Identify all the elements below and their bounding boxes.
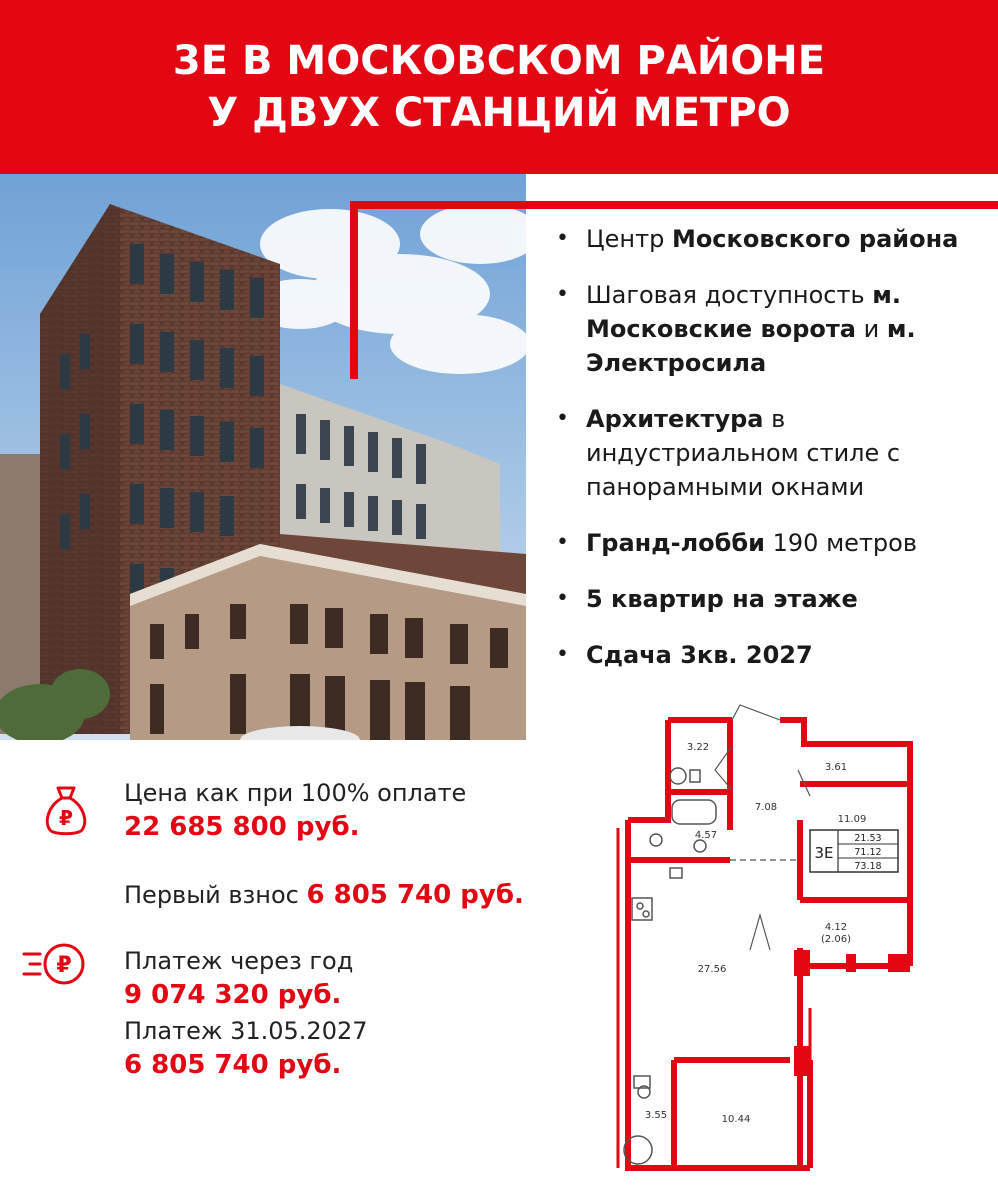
room-living: 27.56 — [697, 964, 727, 975]
feature-item-metro — [552, 278, 992, 380]
feature-item-apartments — [552, 582, 992, 616]
room-hall: 7.08 — [754, 802, 778, 813]
header-title-line-1: 3Е В МОСКОВСКОМ РАЙОНЕ — [172, 38, 826, 84]
header-banner — [0, 0, 998, 174]
feature-item-center — [552, 222, 992, 256]
area-living: 21.53 — [854, 833, 882, 844]
full-payment-label: Цена как при 100% оплате — [124, 779, 467, 807]
room-bedroom: 11.09 — [837, 814, 867, 825]
feature-bold: Гранд-лобби — [586, 529, 765, 557]
first-payment-row — [124, 878, 524, 912]
header-title-line-2: У ДВУХ СТАНЦИЙ МЕТРО — [207, 90, 791, 136]
feature-item-delivery — [552, 638, 992, 672]
room-wc-top: 3.22 — [686, 742, 710, 753]
year-payment-value: 9 074 320 руб. — [124, 980, 342, 1010]
year-payment-label: Платеж через год — [124, 947, 354, 975]
bullet-icon: • — [556, 226, 569, 251]
feature-item-architecture — [552, 402, 992, 504]
feature-text: Центр — [586, 225, 672, 253]
features-list — [552, 222, 992, 694]
first-payment-label: Первый взнос — [124, 881, 307, 909]
feature-bold: Сдача 3кв. 2027 — [586, 641, 813, 669]
svg-text:₽: ₽ — [59, 806, 73, 830]
feature-bold: м. Московские ворота — [586, 281, 901, 343]
apartment-type-label: 3Е — [814, 844, 834, 862]
room-bath: 4.57 — [694, 830, 718, 841]
bullet-icon: • — [556, 586, 569, 611]
floor-plan — [610, 700, 930, 1180]
room-balcony: 4.12 — [824, 922, 848, 933]
feature-text: 190 метров — [765, 529, 917, 557]
money-bag-ruble-icon — [42, 782, 90, 838]
feature-text-mid: и — [855, 315, 887, 343]
full-payment-value: 22 685 800 руб. — [124, 812, 360, 842]
feature-bold: Архитектура — [586, 405, 764, 433]
feature-bold: 5 квартир на этаже — [586, 585, 858, 613]
bullet-icon: • — [556, 406, 569, 431]
feature-text: Шаговая доступность — [586, 281, 873, 309]
feature-text: в индустриальном стиле с панорамными окнами — [586, 405, 901, 501]
fast-ruble-payment-icon — [20, 940, 92, 988]
room-wc-bottom: 3.55 — [644, 1110, 668, 1121]
feature-item-lobby — [552, 526, 992, 560]
red-accent-line-vertical — [350, 201, 358, 379]
date-payment-value: 6 805 740 руб. — [124, 1050, 342, 1080]
bullet-icon: • — [556, 530, 569, 555]
bullet-icon: • — [556, 282, 569, 307]
room-small: 3.61 — [824, 762, 848, 773]
building-photo — [0, 174, 526, 740]
feature-bold-second: м. Электросила — [586, 315, 916, 377]
room-bottom: 10.44 — [721, 1114, 751, 1125]
date-payment-label: Платеж 31.05.2027 — [124, 1017, 368, 1045]
first-payment-value: 6 805 740 руб. — [306, 880, 524, 910]
room-balcony-sub: (2.06) — [820, 934, 852, 945]
bullet-icon: • — [556, 642, 569, 667]
svg-text:₽: ₽ — [56, 953, 72, 978]
area-total-balcony: 73.18 — [854, 861, 882, 872]
area-total: 71.12 — [854, 847, 882, 858]
feature-bold: Московского района — [671, 225, 959, 253]
red-accent-line-horizontal — [350, 201, 998, 209]
